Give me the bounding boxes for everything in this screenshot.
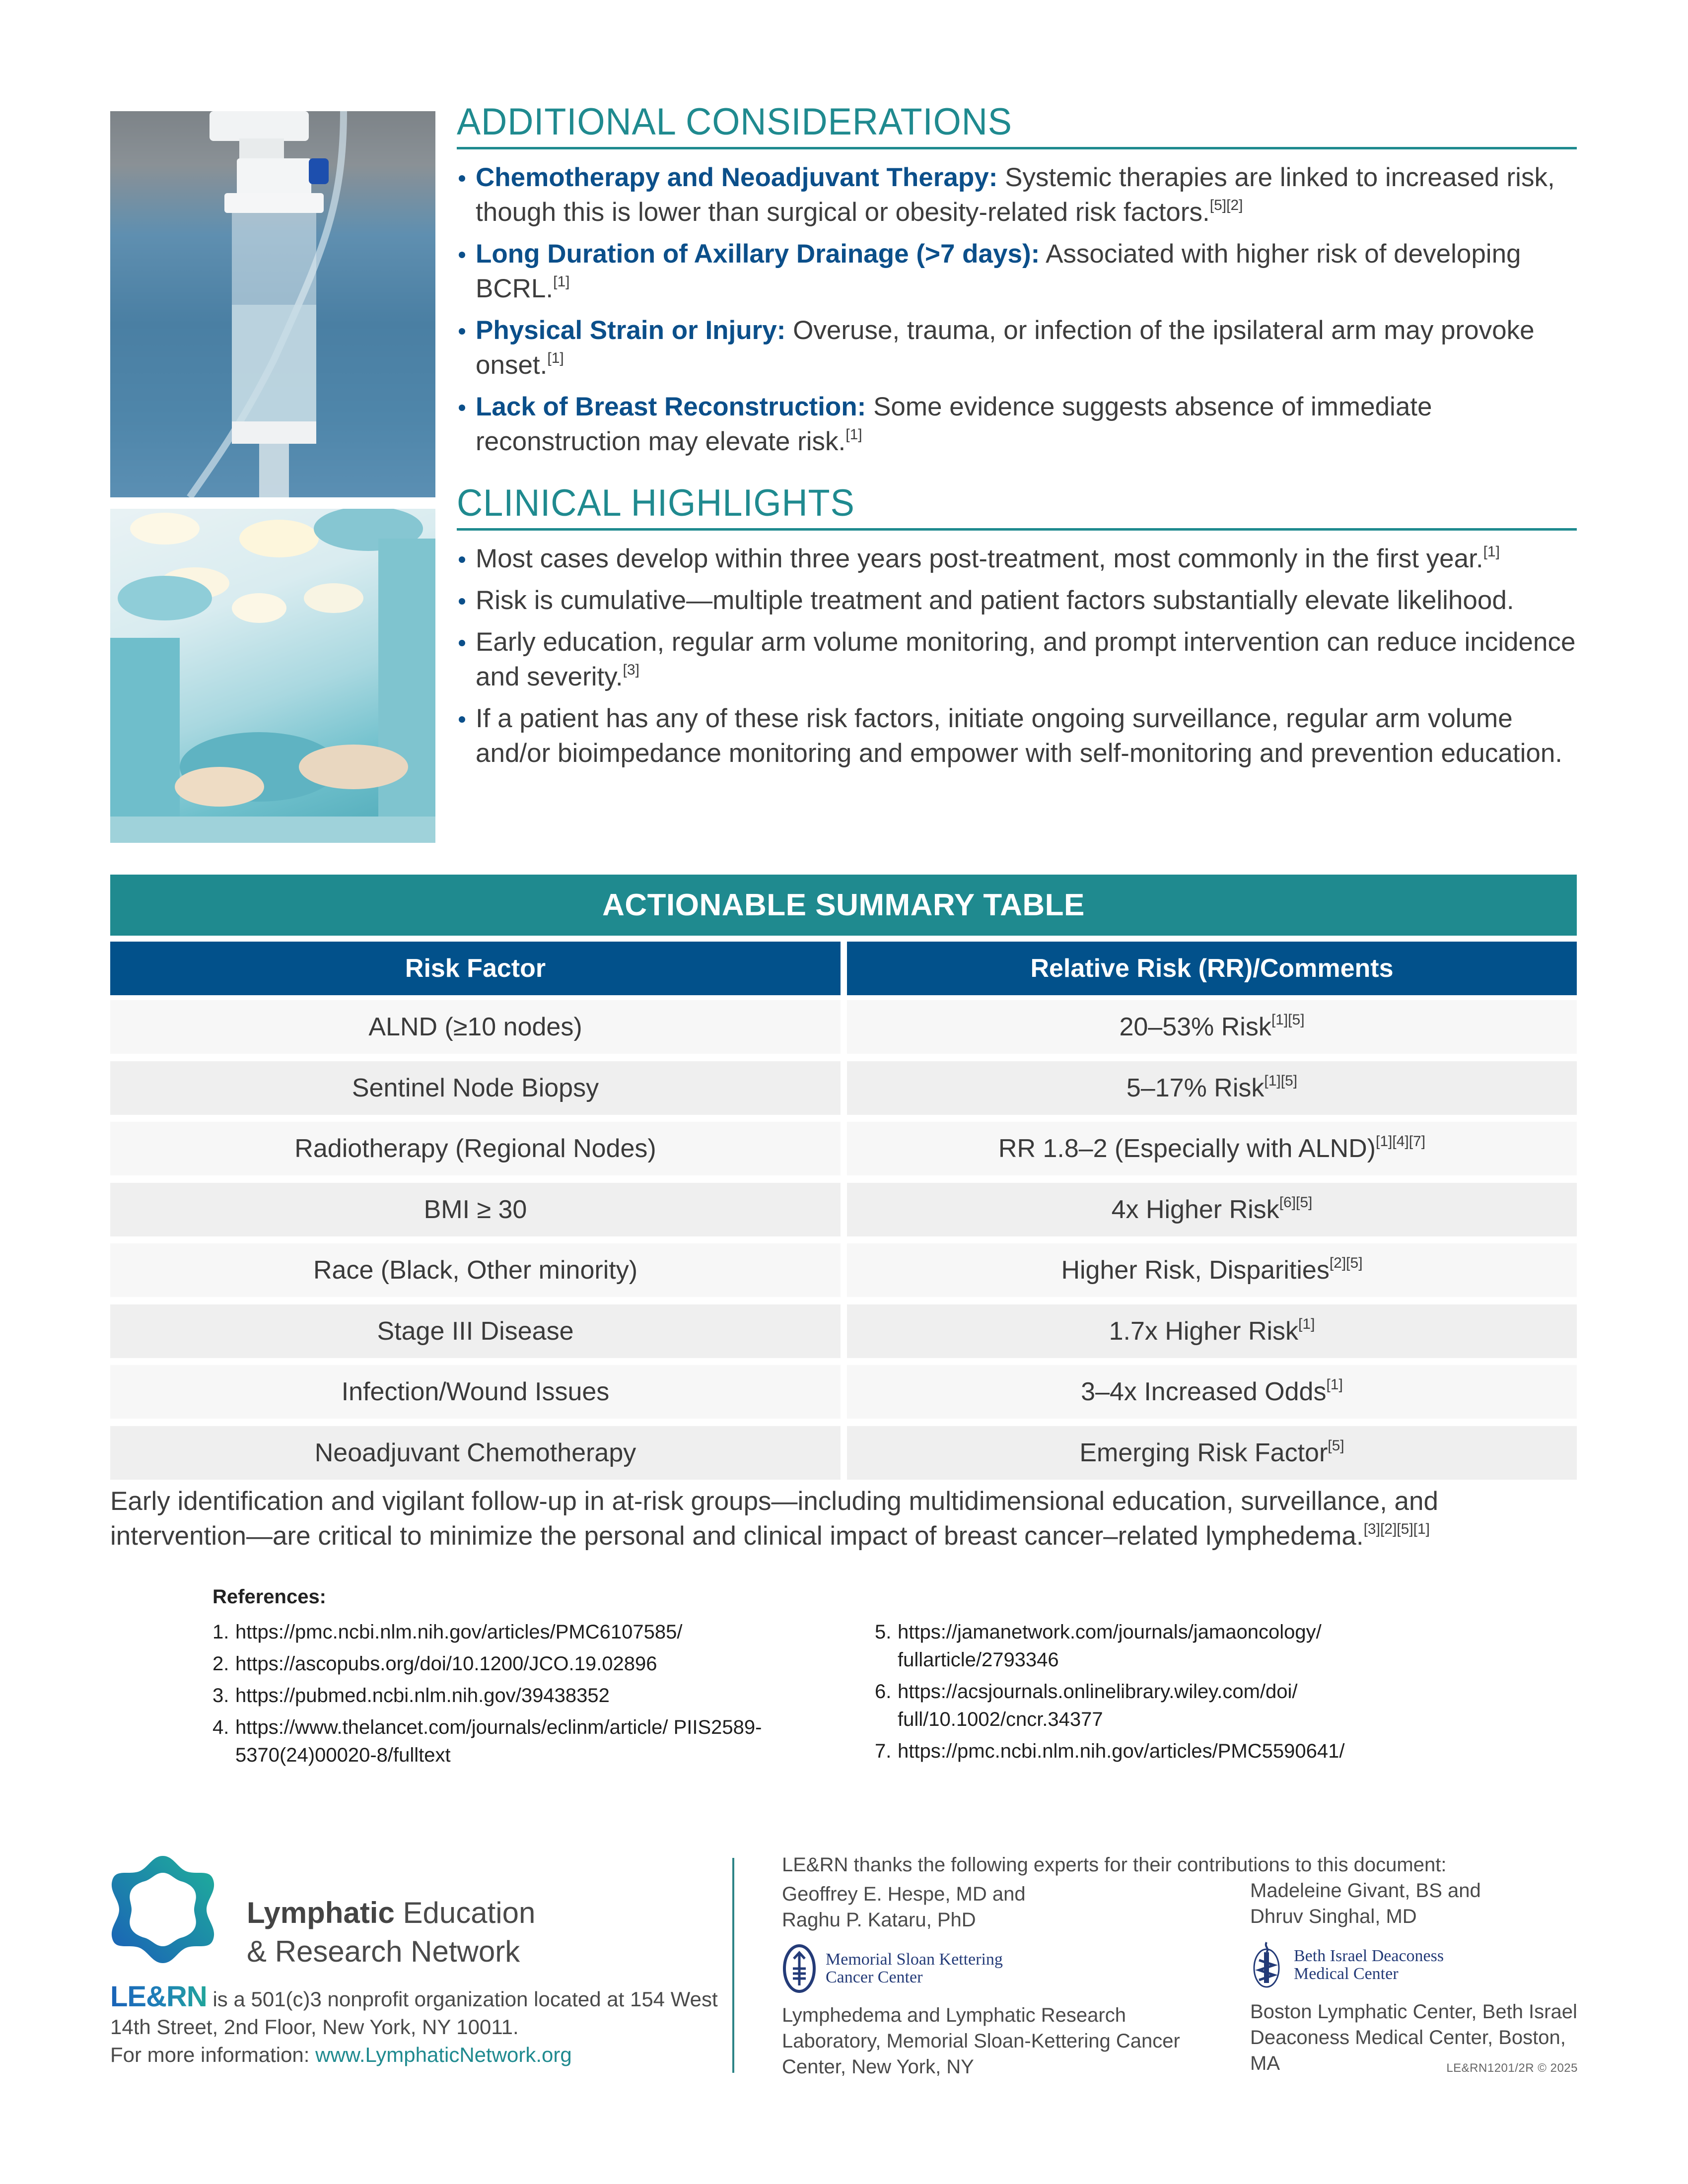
item-text: Some evidence suggests absence of immediate reconstruction may elevate risk. (476, 392, 1432, 456)
clinical-highlights-heading: CLINICAL HIGHLIGHTS (457, 482, 855, 524)
risk-factor-cell (110, 1365, 841, 1419)
table-row (110, 1426, 1577, 1480)
thanks-text: LE&RN thanks the following experts for their contributions to this document: (782, 1854, 1447, 1876)
expert-name: Geoffrey E. Hespe, MD and (782, 1883, 1026, 1905)
reference-item[interactable] (875, 1618, 1429, 1674)
bidmc-name-line2: Medical Center (1294, 1965, 1399, 1983)
clinical-highlights-list (457, 542, 1577, 771)
relative-risk-cell (847, 1183, 1577, 1236)
reference-link[interactable]: https://www.thelancet.com/journals/eclinm/article/ PIIS2589-5370(24)00020-8/fulltext (235, 1716, 762, 1766)
org-name-strong: Lymphatic (247, 1896, 395, 1929)
relative-risk-text: 20–53% Risk (1119, 1013, 1271, 1041)
risk-factor-text: Race (Black, Other minority) (313, 1256, 638, 1285)
citation: [1] (845, 426, 862, 443)
bidmc-name (1294, 1947, 1444, 1983)
item-term: Physical Strain or Injury: (476, 316, 786, 345)
risk-factor-cell (110, 1000, 841, 1054)
reference-number: 6. (875, 1681, 892, 1703)
table-row (110, 1365, 1577, 1419)
citation: [1][4][7] (1376, 1133, 1426, 1150)
reference-item[interactable] (212, 1682, 858, 1709)
reference-number: 7. (875, 1740, 892, 1762)
references-left-column (212, 1618, 858, 1773)
list-item (457, 160, 1577, 230)
more-info-label: For more information: (110, 2043, 316, 2066)
mskcc-name-line2: Cancer Center (826, 1968, 923, 1986)
surgery-illustration (110, 509, 435, 843)
reference-number: 3. (212, 1685, 229, 1706)
reference-number: 4. (212, 1716, 229, 1738)
expert-name: Dhruv Singhal, MD (1250, 1906, 1417, 1927)
risk-factor-cell (110, 1304, 841, 1358)
risk-factor-text: Infection/Wound Issues (341, 1377, 610, 1406)
relative-risk-text: 4x Higher Risk (1111, 1195, 1279, 1224)
bidmc-logo (1250, 1940, 1578, 1990)
relative-risk-cell (847, 1000, 1577, 1054)
references-title: References: (212, 1586, 327, 1608)
relative-risk-text: 1.7x Higher Risk (1109, 1316, 1299, 1346)
website-link[interactable]: www.LymphaticNetwork.org (315, 2043, 572, 2066)
risk-factor-cell (110, 1061, 841, 1115)
reference-number: 1. (212, 1621, 229, 1643)
citation: [1] (1483, 544, 1500, 560)
citation: [1] (553, 273, 570, 290)
mskcc-name-line1: Memorial Sloan Kettering (826, 1950, 1003, 1969)
references-right-column (875, 1618, 1520, 1769)
relative-risk-cell (847, 1426, 1577, 1480)
citation: [2][5] (1329, 1255, 1363, 1271)
reference-link[interactable]: https://acsjournals.onlinelibrary.wiley.com/doi/ full/10.1002/cncr.34377 (898, 1681, 1298, 1730)
lern-logo-icon (110, 1854, 215, 1966)
citation: [3] (623, 662, 639, 678)
additional-considerations-section (457, 99, 1577, 466)
list-item (457, 583, 1577, 618)
org-name-rest: Education (394, 1896, 536, 1929)
column-header-relative-risk: Relative Risk (RR)/Comments (847, 942, 1577, 995)
item-term: Lack of Breast Reconstruction: (476, 392, 866, 421)
reference-link[interactable]: https://ascopubs.org/doi/10.1200/JCO.19.02896 (235, 1653, 657, 1675)
heading-rule (457, 147, 1577, 149)
list-item (457, 625, 1577, 694)
footer-divider (732, 1858, 734, 2073)
additional-considerations-list (457, 160, 1577, 459)
citation: [1][5] (1271, 1012, 1305, 1028)
clinical-highlights-section (457, 480, 1577, 778)
citation: [1] (547, 350, 564, 366)
mskcc-logo (782, 1944, 1204, 1993)
reference-item[interactable] (212, 1713, 786, 1769)
document-code: LE&RN1201/2R © 2025 (1446, 2061, 1578, 2075)
expert-name: Madeleine Givant, BS and (1250, 1880, 1481, 1902)
citation: [5] (1328, 1437, 1344, 1454)
surgery-photo (110, 509, 435, 843)
relative-risk-text: Higher Risk, Disparities (1061, 1256, 1330, 1285)
risk-factor-cell (110, 1122, 841, 1175)
mskcc-emblem-icon (782, 1944, 817, 1993)
risk-factor-text: Radiotherapy (Regional Nodes) (294, 1134, 656, 1163)
reference-link[interactable]: https://pubmed.ncbi.nlm.nih.gov/39438352 (235, 1685, 610, 1706)
item-term: Long Duration of Axillary Drainage (>7 days): (476, 239, 1040, 269)
org-blurb (110, 1980, 726, 2069)
reference-link[interactable]: https://jamanetwork.com/journals/jamaoncology/ fullarticle/2793346 (898, 1621, 1322, 1671)
org-name (247, 1894, 535, 1971)
risk-factor-text: ALND (≥10 nodes) (368, 1013, 582, 1041)
reference-link[interactable]: https://pmc.ncbi.nlm.nih.gov/articles/PMC5590641/ (898, 1740, 1345, 1762)
expert-block-bidmc (1250, 1878, 1578, 2076)
relative-risk-text: 3–4x Increased Odds (1081, 1377, 1327, 1406)
item-text: Systemic therapies are linked to increased risk, though this is lower than surgical or obesity-related risk factors. (476, 163, 1555, 227)
iv-drip-photo (110, 111, 435, 497)
relative-risk-text: RR 1.8–2 (Especially with ALND) (998, 1134, 1376, 1163)
reference-item[interactable] (212, 1650, 858, 1678)
risk-factor-text: Neoadjuvant Chemotherapy (314, 1438, 636, 1467)
list-item (457, 542, 1577, 576)
reference-link[interactable]: https://pmc.ncbi.nlm.nih.gov/articles/PMC6107585/ (235, 1621, 683, 1643)
citation: [1] (1298, 1315, 1315, 1332)
item-text: Most cases develop within three years post-treatment, most commonly in the first year. (476, 544, 1483, 573)
heading-rule (457, 528, 1577, 531)
column-header-risk-factor: Risk Factor (110, 942, 841, 995)
risk-factor-text: Sentinel Node Biopsy (352, 1073, 599, 1102)
relative-risk-cell (847, 1243, 1577, 1297)
citation: [1][5] (1264, 1072, 1298, 1089)
item-text: Associated with higher risk of developing BCRL. (476, 239, 1521, 303)
bidmc-emblem-icon (1250, 1940, 1285, 1990)
relative-risk-text: 5–17% Risk (1126, 1073, 1265, 1102)
risk-factor-text: Stage III Disease (377, 1316, 574, 1346)
mskcc-name (826, 1951, 1003, 1986)
table-row (110, 1304, 1577, 1358)
expert-affiliation: Lymphedema and Lymphatic Research Laboratory, Memorial Sloan-Kettering Cancer Center, New York, NY (782, 2004, 1180, 2078)
list-item (457, 390, 1577, 459)
item-term: Chemotherapy and Neoadjuvant Therapy: (476, 163, 998, 192)
reference-item[interactable] (212, 1618, 858, 1646)
citation: [3][2][5][1] (1363, 1521, 1430, 1537)
risk-factor-cell (110, 1426, 841, 1480)
expert-block-mskcc (782, 1881, 1204, 2080)
org-name-line2: & Research Network (247, 1935, 520, 1968)
iv-drip-illustration (110, 111, 435, 497)
summary-table-title: ACTIONABLE SUMMARY TABLE (110, 875, 1577, 936)
risk-factor-cell (110, 1243, 841, 1297)
item-text: Early education, regular arm volume monitoring, and prompt intervention can reduce incidence and severity. (476, 627, 1576, 691)
reference-number: 5. (875, 1621, 892, 1643)
list-item (457, 237, 1577, 306)
lern-wordmark: LE&RN (110, 1980, 207, 2013)
citation: [5][2] (1209, 197, 1243, 213)
table-row (110, 1061, 1577, 1115)
relative-risk-text: Emerging Risk Factor (1079, 1438, 1328, 1467)
additional-considerations-heading: ADDITIONAL CONSIDERATIONS (457, 101, 1012, 143)
reference-item[interactable] (875, 1678, 1399, 1733)
relative-risk-cell (847, 1365, 1577, 1419)
reference-item[interactable] (875, 1737, 1520, 1765)
expert-affiliation: Boston Lymphatic Center, Beth Israel Deaconess Medical Center, Boston, MA (1250, 2001, 1577, 2074)
risk-factor-text: BMI ≥ 30 (423, 1195, 527, 1224)
risk-factor-cell (110, 1183, 841, 1236)
org-address: is a 501(c)3 nonprofit organization located at 154 West 14th Street, 2nd Floor, New York, NY 10011. (110, 1987, 718, 2039)
table-row (110, 1243, 1577, 1297)
bidmc-name-line1: Beth Israel Deaconess (1294, 1947, 1444, 1965)
citation: [6][5] (1279, 1194, 1313, 1211)
relative-risk-cell (847, 1122, 1577, 1175)
table-row (110, 1000, 1577, 1054)
table-row (110, 1122, 1577, 1175)
list-item (457, 701, 1577, 771)
reference-number: 2. (212, 1653, 229, 1675)
list-item (457, 313, 1577, 383)
item-text: Risk is cumulative—multiple treatment and patient factors substantially elevate likelihood. (476, 586, 1514, 615)
item-text: If a patient has any of these risk factors, initiate ongoing surveillance, regular arm volume and/or bioimpedance monitoring and empower with self-monitoring and prevention education. (476, 704, 1563, 768)
item-text: Overuse, trauma, or infection of the ipsilateral arm may provoke onset. (476, 316, 1535, 380)
closing-paragraph (110, 1484, 1580, 1554)
citation: [1] (1326, 1376, 1343, 1393)
relative-risk-cell (847, 1304, 1577, 1358)
expert-name: Raghu P. Kataru, PhD (782, 1909, 976, 1931)
closing-text: Early identification and vigilant follow-up in at-risk groups—including multidimensional education, surveillance, and intervention—are critical to minimize the personal and clinical impact of breast cancer–related lymphedema. (110, 1487, 1438, 1551)
table-row (110, 1183, 1577, 1236)
relative-risk-cell (847, 1061, 1577, 1115)
